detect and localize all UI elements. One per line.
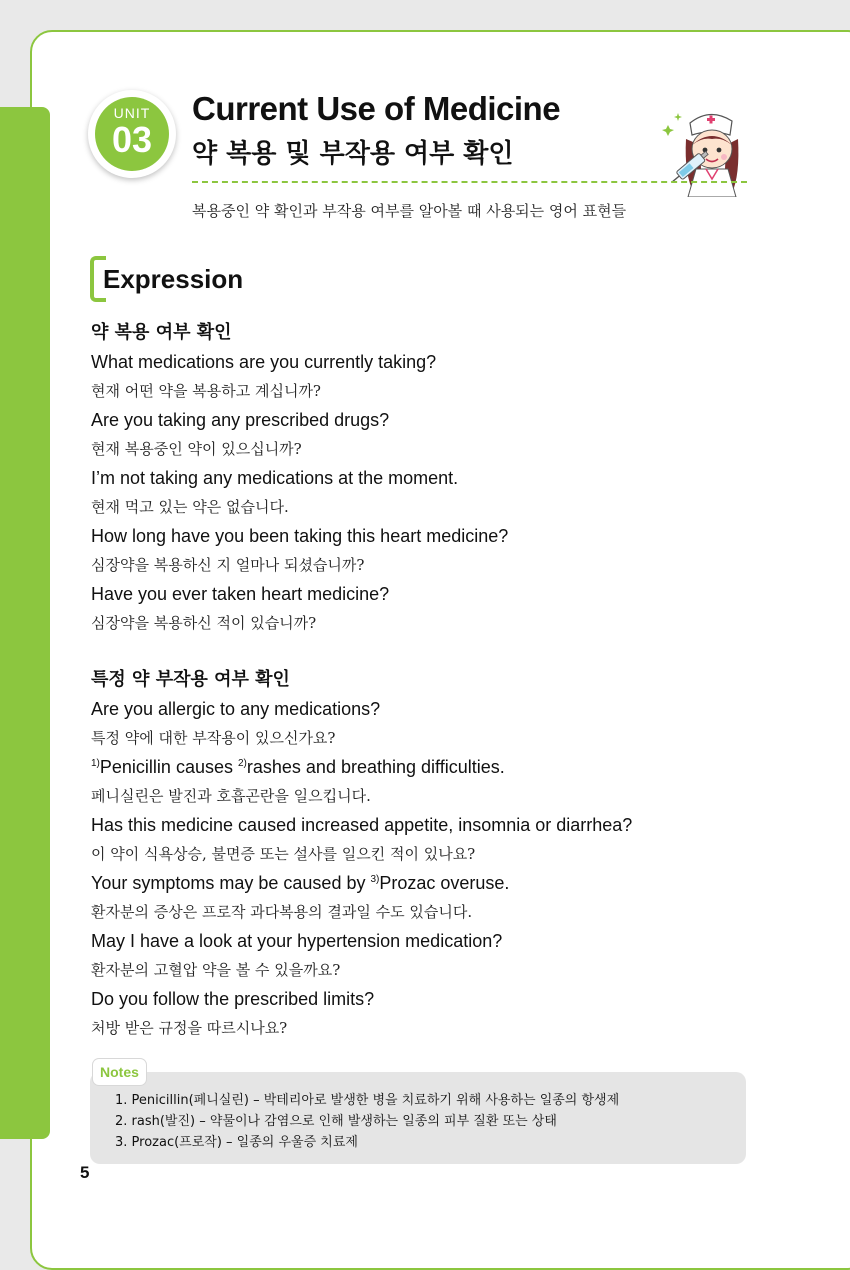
expression-english: Are you allergic to any medications? xyxy=(91,699,381,719)
expression-english: How long have you been taking this heart medicine? xyxy=(91,526,509,546)
expression-english: Has this medicine caused increased appetite, insomnia or diarrhea? xyxy=(91,815,633,835)
group-heading: 특정 약 부작용 여부 확인 xyxy=(91,669,290,690)
expression-content xyxy=(91,318,761,1043)
page-title-korean: 약 복용 및 부작용 여부 확인 xyxy=(192,139,514,169)
expression-english: Are you taking any prescribed drugs? xyxy=(91,410,390,430)
expression-english: May I have a look at your hypertension medication? xyxy=(91,931,503,951)
expression-english: I’m not taking any medications at the moment. xyxy=(91,468,459,488)
footnote-marker: 3) xyxy=(370,874,380,885)
expression-group xyxy=(91,665,761,1043)
expression-english xyxy=(91,753,761,782)
expression-korean: 환자분의 고혈압 약을 볼 수 있을까요? xyxy=(91,961,341,979)
note-item: 1. Penicillin(페니실린) – 박테리아로 발생한 병을 치료하기 위해 사용하는 일종의 항생제 xyxy=(115,1093,620,1108)
expression-english: Have you ever taken heart medicine? xyxy=(91,584,390,604)
expression-english xyxy=(91,869,761,898)
unit-number: 03 xyxy=(111,119,153,160)
expression-english: What medications are you currently taking? xyxy=(91,352,437,372)
nurse-illustration xyxy=(660,105,750,197)
expression-korean: 현재 복용중인 약이 있으십니까? xyxy=(91,440,302,458)
unit-label: UNIT xyxy=(113,105,151,121)
expression-english: Do you follow the prescribed limits? xyxy=(91,989,375,1009)
notes-list xyxy=(115,1090,619,1153)
page-number: 5 xyxy=(80,1163,90,1182)
expression-korean: 현재 어떤 약을 복용하고 계십니까? xyxy=(91,382,321,400)
expression-text: Penicillin causes xyxy=(99,757,238,777)
section-title: Expression xyxy=(103,264,244,294)
expression-korean: 이 약이 식욕상승, 불면증 또는 설사를 일으킨 적이 있나요? xyxy=(91,845,476,863)
footnote-marker: 2) xyxy=(237,758,247,769)
expression-text: Prozac overuse. xyxy=(379,873,510,893)
expression-korean: 특정 약에 대한 부작용이 있으신가요? xyxy=(91,729,336,747)
expression-korean: 환자분의 증상은 프로작 과다복용의 결과일 수도 있습니다. xyxy=(91,903,473,921)
note-item: 2. rash(발진) – 약물이나 감염으로 인해 발생하는 일종의 피부 질환 또는 상태 xyxy=(115,1114,557,1129)
expression-group xyxy=(91,318,761,638)
title-divider xyxy=(192,181,747,183)
page-title: Current Use of Medicine xyxy=(192,90,561,127)
expression-text: Your symptoms may be caused by xyxy=(91,873,371,893)
note-item: 3. Prozac(프로작) – 일종의 우울증 치료제 xyxy=(115,1135,358,1150)
expression-korean: 심장약을 복용하신 적이 있습니까? xyxy=(91,614,317,632)
expression-korean: 심장약을 복용하신 지 얼마나 되셨습니까? xyxy=(91,556,365,574)
expression-text: rashes and breathing difficulties. xyxy=(246,757,505,777)
expression-korean: 페니실린은 발진과 호흡곤란을 일으킵니다. xyxy=(91,787,371,805)
footnote-marker: 1) xyxy=(91,758,100,769)
notes-label: Notes xyxy=(93,1059,146,1085)
unit-badge xyxy=(88,90,176,178)
expression-korean: 현재 먹고 있는 약은 없습니다. xyxy=(91,498,289,516)
group-heading: 약 복용 여부 확인 xyxy=(91,322,232,343)
page-subtitle: 복용중인 약 확인과 부작용 여부를 알아볼 때 사용되는 영어 표현들 xyxy=(192,202,627,220)
expression-korean: 처방 받은 규정을 따르시나요? xyxy=(91,1019,288,1037)
side-tab xyxy=(0,107,50,1139)
